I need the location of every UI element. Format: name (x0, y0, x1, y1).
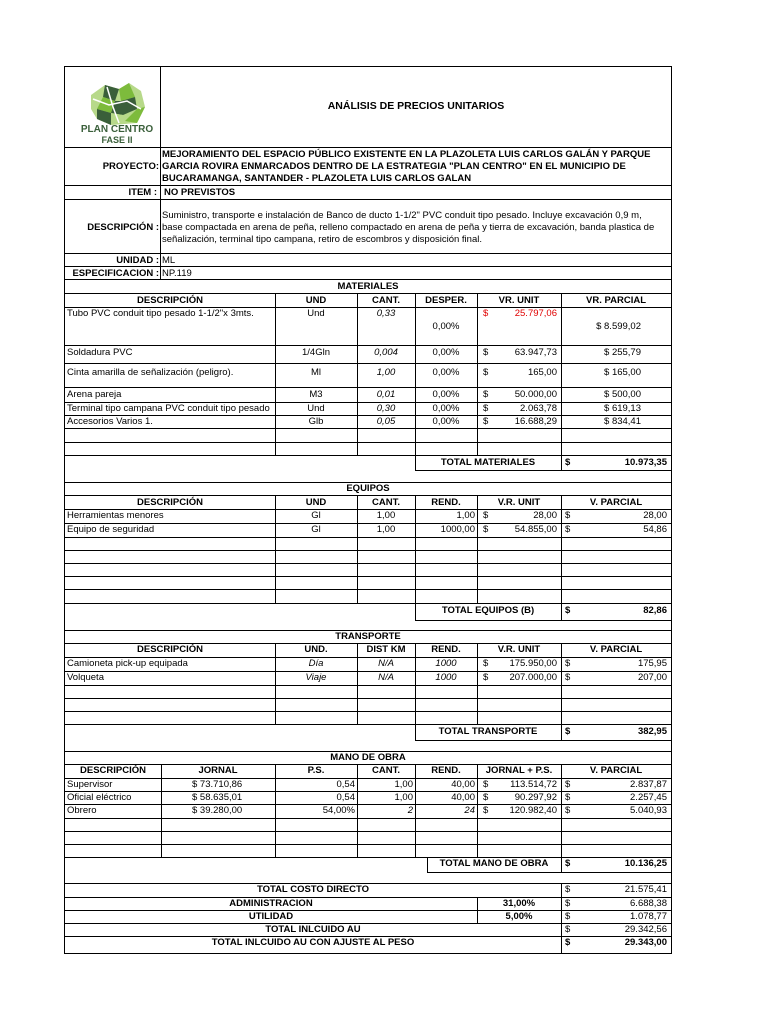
mano-obra-header-desc: DESCRIPCIÓN (80, 765, 146, 776)
table-cell: 54,86 (643, 524, 667, 535)
table-cell: $ (565, 911, 571, 922)
table-cell: 175.950,00 (509, 658, 557, 669)
table-row: Accesorios Varios 1. (67, 416, 153, 427)
table-cell: Und (307, 308, 325, 319)
table-cell: $ 619,13 (604, 403, 641, 414)
table-cell: $ (565, 672, 571, 683)
table-cell: 28,00 (643, 510, 667, 521)
equipos-header-und: UND (305, 497, 327, 508)
table-cell: Gl (311, 510, 321, 521)
table-cell: $ (483, 347, 489, 358)
mano-obra-header-jornal-ps: JORNAL + P.S. (485, 765, 553, 776)
materiales-title: MATERIALES (337, 281, 399, 292)
table-row: Tubo PVC conduit tipo pesado 1-1/2"x 3mts. (67, 308, 254, 319)
table-cell: $ 255,79 (604, 347, 641, 358)
table-cell: 0,00% (432, 347, 460, 358)
table-cell: M3 (309, 389, 323, 400)
transporte-header-dist: DIST KM (366, 644, 406, 655)
table-cell: 1/4Gln (302, 347, 330, 358)
mano-obra-header-ps: P.S. (307, 765, 325, 776)
table-cell: 0,54 (336, 792, 355, 803)
especificacion-value: NP.119 (162, 268, 192, 279)
table-cell: 0,004 (374, 347, 398, 358)
total-ajuste-label: TOTAL INLCUIDO AU CON AJUSTE AL PESO (211, 937, 415, 948)
table-cell: $ (565, 792, 571, 803)
table-cell: 40,00 (451, 792, 475, 803)
table-cell: Día (308, 658, 324, 669)
plan-centro-logo (75, 79, 159, 149)
table-cell: 1,00 (376, 367, 396, 378)
table-cell: $ 500,00 (604, 389, 641, 400)
table-cell: $ 73.710,86 (192, 779, 243, 790)
mano-obra-header-rend: REND. (431, 765, 461, 776)
table-cell: 165,00 (527, 367, 557, 378)
proyecto-line-2: GARCIA ROVIRA ENMARCADOS DENTRO DE LA ESTRATEGIA "PLAN CENTRO" EN EL MUNICIPIO DE (162, 161, 626, 172)
utilidad-label: UTILIDAD (248, 911, 294, 922)
total-materiales-value: 10.973,35 (624, 457, 667, 468)
administracion-pct: 31,00% (502, 898, 536, 909)
total-transporte-label: TOTAL TRANSPORTE (438, 726, 538, 737)
table-cell: 2.837,87 (630, 779, 667, 790)
descripcion-line-2: base compactada en arena de peña, relleno compactado en arena de peña y tierra de excavación, banda plastica de (162, 222, 655, 233)
total-au-label: TOTAL INLCUIDO AU (265, 924, 361, 935)
table-row: Camioneta pick-up equipada (67, 658, 188, 669)
table-row: Terminal tipo campana PVC conduit tipo pesado (67, 403, 270, 414)
administracion-value: 6.688,38 (630, 898, 667, 909)
proyecto-label: PROYECTO: (102, 161, 159, 172)
table-cell: Viaje (305, 672, 327, 683)
descripcion-label: DESCRIPCIÓN : (87, 222, 159, 233)
table-cell: $ (565, 805, 571, 816)
total-mano-obra-label: TOTAL MANO DE OBRA (439, 858, 549, 869)
table-cell: 1000 (435, 658, 457, 669)
mano-obra-header-vparcial: V. PARCIAL (589, 765, 643, 776)
unidad-value: ML (162, 255, 176, 266)
table-row: Volqueta (67, 672, 104, 683)
materiales-header-vrunit: VR. UNIT (498, 295, 540, 306)
logo-text-fase: FASE II (101, 135, 133, 145)
unidad-label: UNIDAD : (116, 255, 159, 266)
total-costo-directo-label: TOTAL COSTO DIRECTO (256, 884, 370, 895)
table-cell: 0,00% (432, 321, 460, 332)
descripcion-line-1: Suministro, transporte e instalación de Banco de ducto 1-1/2" PVC conduit tipo pesado. Incluye excavación 0,9 m, (162, 210, 642, 221)
table-cell: $ (565, 884, 571, 895)
table-cell: 1,00 (376, 524, 396, 535)
table-cell: 120.982,40 (509, 805, 557, 816)
table-cell: $ (565, 898, 571, 909)
table-cell: $ (565, 937, 571, 948)
total-costo-directo-value: 21.575,41 (624, 884, 667, 895)
utilidad-pct: 5,00% (505, 911, 533, 922)
table-cell: 207.000,00 (509, 672, 557, 683)
table-cell: 28,00 (533, 510, 557, 521)
table-cell: 0,00% (432, 416, 460, 427)
table-row: Soldadura PVC (67, 347, 133, 358)
table-cell: $ (483, 416, 489, 427)
equipos-header-rend: REND. (431, 497, 461, 508)
table-cell: 207,00 (637, 672, 667, 683)
table-cell: 16.688,29 (514, 416, 557, 427)
transporte-header-und: UND. (304, 644, 328, 655)
table-cell: N/A (378, 658, 394, 669)
table-cell: 1000,00 (440, 524, 475, 535)
table-cell: 0,00% (432, 367, 460, 378)
table-row: Oficial eléctrico (67, 792, 132, 803)
total-equipos-label: TOTAL EQUIPOS (B) (441, 605, 535, 616)
table-cell: $ 58.635,01 (192, 792, 243, 803)
price-analysis-sheet (64, 66, 672, 954)
table-cell: 0,30 (376, 403, 396, 414)
mano-obra-header-jornal: JORNAL (198, 765, 238, 776)
table-cell: $ 39.280,00 (192, 805, 243, 816)
table-cell: $ (483, 779, 489, 790)
total-transporte-value: 382,95 (637, 726, 667, 737)
table-cell: $ 165,00 (604, 367, 641, 378)
especificacion-label: ESPECIFICACION : (72, 268, 159, 279)
table-cell: Gl (311, 524, 321, 535)
table-cell: $ (565, 924, 571, 935)
table-cell: $ (565, 524, 571, 535)
table-cell: $ 834,41 (604, 416, 641, 427)
table-cell: 50.000,00 (514, 389, 557, 400)
table-cell: 90.297,92 (514, 792, 557, 803)
equipos-header-vrunit: V.R. UNIT (497, 497, 541, 508)
total-equipos-currency: $ (565, 605, 571, 616)
table-cell: 63.947,73 (514, 347, 557, 358)
table-cell: 24 (464, 805, 475, 816)
table-cell: 0,00% (432, 389, 460, 400)
table-row: Cinta amarilla de señalización (peligro). (67, 367, 234, 378)
table-cell: 25.797,06 (514, 308, 557, 319)
table-cell: 0,33 (376, 308, 396, 319)
table-cell: $ (565, 510, 571, 521)
table-cell: 54,00% (322, 805, 355, 816)
table-cell: 1,00 (394, 779, 413, 790)
table-cell: 54.855,00 (514, 524, 557, 535)
descripcion-line-3: señalización, terminal tipo campana, retiro de escombros y disposición final. (162, 234, 482, 245)
materiales-header-vrparcial: VR. PARCIAL (586, 295, 646, 306)
table-row: Equipo de seguridad (67, 524, 155, 535)
total-mano-obra-currency: $ (565, 858, 571, 869)
transporte-header-rend: REND. (431, 644, 461, 655)
table-cell: N/A (378, 672, 394, 683)
transporte-title: TRANSPORTE (335, 631, 401, 642)
total-materiales-currency: $ (565, 457, 571, 468)
table-cell: $ (483, 367, 489, 378)
table-cell: $ (483, 805, 489, 816)
utilidad-value: 1.078,77 (630, 911, 667, 922)
table-cell: 1,00 (394, 792, 413, 803)
proyecto-line-3: BUCARAMANGA, SANTANDER - PLAZOLETA LUIS CARLOS GALAN (162, 173, 472, 184)
table-cell: $ (483, 792, 489, 803)
table-cell: 0,05 (376, 416, 396, 427)
table-cell: 0,54 (336, 779, 355, 790)
table-cell: 113.514,72 (510, 779, 557, 790)
table-cell: 1,00 (376, 510, 396, 521)
total-au-value: 29.342,56 (624, 924, 667, 935)
table-cell: 40,00 (451, 779, 475, 790)
materiales-header-desper: DESPER. (425, 295, 467, 306)
table-cell: 0,01 (376, 389, 396, 400)
equipos-header-vparcial: V. PARCIAL (589, 497, 643, 508)
total-materiales-label: TOTAL MATERIALES (440, 457, 536, 468)
proyecto-line-1: MEJORAMIENTO DEL ESPACIO PÚBLICO EXISTENTE EN LA PLAZOLETA LUIS CARLOS GALÁN Y PARQUE (162, 149, 651, 160)
materiales-header-und: UND (305, 295, 327, 306)
table-cell: 175,95 (637, 658, 667, 669)
materiales-header-desc: DESCRIPCIÓN (137, 295, 203, 306)
table-cell: $ (483, 524, 489, 535)
item-label: ITEM : (128, 187, 157, 198)
table-cell: Und (307, 403, 325, 414)
table-cell: 2 (407, 805, 413, 816)
mano-obra-header-cant: CANT. (372, 765, 400, 776)
equipos-header-desc: DESCRIPCIÓN (137, 497, 203, 508)
total-transporte-currency: $ (565, 726, 571, 737)
equipos-header-cant: CANT. (372, 497, 400, 508)
transporte-header-desc: DESCRIPCIÓN (137, 644, 203, 655)
table-cell: $ (565, 779, 571, 790)
table-row: Arena pareja (67, 389, 122, 400)
item-value: NO PREVISTOS (164, 187, 236, 198)
administracion-label: ADMINISTRACION (229, 898, 313, 909)
table-cell: $ (483, 658, 489, 669)
total-mano-obra-value: 10.136,25 (624, 858, 667, 869)
table-cell: $ (483, 510, 489, 521)
table-cell: 2.063,78 (520, 403, 557, 414)
equipos-title: EQUIPOS (346, 483, 390, 494)
table-cell: 1,00 (456, 510, 475, 521)
table-cell: Glb (308, 416, 324, 427)
mano-obra-title: MANO DE OBRA (330, 752, 406, 763)
transporte-header-vparcial: V. PARCIAL (589, 644, 643, 655)
table-row: Herramientas menores (67, 510, 164, 521)
table-row: Obrero (67, 805, 97, 816)
table-cell: Ml (310, 367, 322, 378)
table-cell: $ (483, 308, 489, 319)
logo-text-plan-centro: PLAN CENTRO (80, 124, 154, 135)
transporte-header-vrunit: V.R. UNIT (497, 644, 541, 655)
table-cell: $ (483, 672, 489, 683)
table-cell: $ 8.599,02 (596, 321, 641, 332)
plan-centro-logo-mark (75, 79, 159, 127)
total-ajuste-value: 29.343,00 (624, 937, 667, 948)
table-cell: $ (483, 389, 489, 400)
table-cell: 2.257,45 (630, 792, 667, 803)
table-row: Supervisor (67, 779, 113, 790)
table-cell: $ (483, 403, 489, 414)
materiales-header-cant: CANT. (372, 295, 400, 306)
table-cell: 5.040,93 (630, 805, 667, 816)
table-cell: 0,00% (432, 403, 460, 414)
page-title: ANÁLISIS DE PRECIOS UNITARIOS (327, 100, 505, 112)
total-equipos-value: 82,86 (643, 605, 667, 616)
table-cell: 1000 (435, 672, 457, 683)
table-cell: $ (565, 658, 571, 669)
